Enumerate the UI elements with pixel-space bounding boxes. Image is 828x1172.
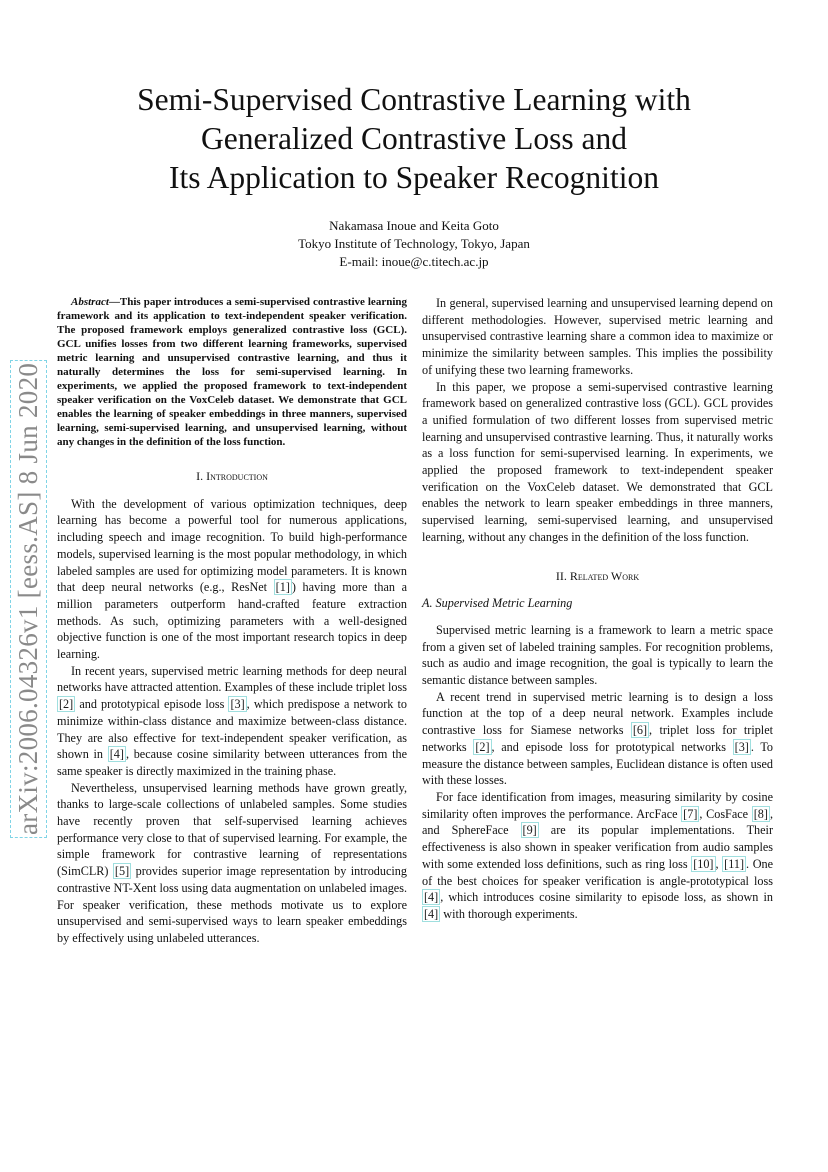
section-number: I. <box>196 469 204 483</box>
citation-link[interactable]: [3] <box>230 697 245 712</box>
email: E-mail: inoue@c.titech.ac.jp <box>339 254 489 269</box>
citation-link[interactable]: [10] <box>693 856 714 871</box>
citation-link[interactable]: [6] <box>632 723 648 738</box>
paper-title <box>60 80 768 197</box>
text-run: For face identification from images, measuring similarity by cosine similarity often improves the performance. ArcFace <box>422 789 773 821</box>
author-block <box>0 217 828 271</box>
related-paragraph <box>422 689 773 789</box>
title-line: Semi-Supervised Contrastive Learning with <box>137 82 691 117</box>
text-run: . To measure the distance between samples, Euclidean distance is often used with these losses. <box>422 739 774 788</box>
text-run: A recent trend in supervised metric learning is to design a loss function at the top of a deep neural network. Examples include contrastive loss for Siamese networks <box>422 689 773 738</box>
citation-link[interactable]: [1] <box>275 580 290 595</box>
abstract <box>57 295 407 449</box>
text-run: and prototypical episode loss <box>75 697 229 712</box>
right-column <box>422 295 773 923</box>
text-run: are its popular implementations. Their effectiveness is also shown in speaker verification from audio samples with some extended loss definitions, such as ring loss <box>422 823 774 871</box>
section-title: Introduction <box>206 469 268 483</box>
text-run: . One of the best choices for speaker verification is angle-prototypical loss <box>422 856 774 888</box>
citation-link[interactable]: [4] <box>424 890 439 905</box>
citation-link[interactable]: [3] <box>734 739 749 754</box>
citation-link[interactable]: [4] <box>109 747 124 762</box>
text-run: , which predispose a network to minimize within-class distance and maximize between-class distance. They are also effective for text-independent speaker verification, as shown in <box>57 697 407 762</box>
title-line: Generalized Contrastive Loss and <box>201 121 627 156</box>
citation-link[interactable]: [7] <box>683 806 698 821</box>
author-names: Nakamasa Inoue and Keita Goto <box>329 218 499 233</box>
related-paragraph: Supervised metric learning is a framework to learn a metric space from a given set of labeled training samples. For recognition problems, such as audio and image recognition, the goal is typically to learn the semantic distance between samples. <box>422 622 773 688</box>
text-run: , triplet loss for triplet networks <box>422 723 773 754</box>
text-run: , because cosine similarity between utterances from the same speaker is directly maximized in the training phase. <box>57 747 407 778</box>
intro-paragraph: In general, supervised learning and unsupervised learning depend on different methodologies. However, supervised metric learning and unsupervised contrastive learning share a common idea to maximize or minimize the similarity between samples. This implies the possibility of unifying these two learning frameworks. <box>422 296 773 377</box>
left-column <box>57 295 407 947</box>
text-run: , <box>715 856 723 871</box>
intro-paragraph <box>57 780 407 947</box>
citation-link[interactable]: [8] <box>753 806 768 821</box>
affiliation: Tokyo Institute of Technology, Tokyo, Japan <box>298 236 530 251</box>
text-run: provides superior image representation by introducing contrastive NT-Xent loss using data augmentation on unlabeled images. For speaker verification, these methods motivate us to explore unsupervised and semi-supervised ways to learn speaker embeddings by effectively using unlabeled utterances. <box>57 864 407 945</box>
citation-link[interactable]: [2] <box>59 697 74 712</box>
text-run: , which introduces cosine similarity to episode loss, as shown in <box>440 890 773 905</box>
related-paragraph <box>422 789 773 923</box>
text-run: Nevertheless, unsupervised learning methods have grown greatly, thanks to large-scale collections of unlabeled samples. Some studies have recently proven that self-supervised learning achieves performance very close to that of supervised learning. For example, the simple framework for contrastive learning of representations (SimCLR) <box>57 780 407 879</box>
abstract-lead: Abstract <box>71 296 109 308</box>
citation-link[interactable]: [4] <box>424 906 439 921</box>
text-run: , and episode loss for prototypical networks <box>491 739 733 754</box>
subsection-heading: A. Supervised Metric Learning <box>422 596 573 611</box>
citation-link[interactable]: [11] <box>724 856 745 871</box>
text-run: With the development of various optimization techniques, deep learning has become a powerful tool for numerous applications, including speech and image recognition. To build high-performance models, supervised learning is the most popular methodology, in which labeled samples are used for optimizing model parameters. It is known that deep neural networks (e.g., ResNet <box>57 496 407 595</box>
text-run: , CosFace <box>699 806 752 821</box>
abstract-text: —This paper introduces a semi-supervised contrastive learning framework and its application to text-independent speaker verification. The proposed framework employs generalized contrastive loss (GCL). GCL unifies losses from two different learning frameworks, supervised metric learning and unsupervised contrastive learning, and thus it naturally determines the loss for semi-supervised learning. In experiments, we applied the proposed framework to text-independent speaker verification on the VoxCeleb dataset. We demonstrate that GCL enables the learning of speaker embeddings in three manners, supervised learning, semi-supervised learning, and unsupervised learning, without any changes in the definition of the loss function. <box>57 296 407 448</box>
citation-link[interactable]: [2] <box>475 739 490 754</box>
intro-paragraph <box>57 496 407 663</box>
text-run: with thorough experiments. <box>440 906 578 921</box>
title-line: Its Application to Speaker Recognition <box>169 160 659 195</box>
text-run: In recent years, supervised metric learning methods for deep neural networks have attracted attention. Examples of these include triplet loss <box>57 663 407 695</box>
citation-link[interactable]: [5] <box>114 864 130 879</box>
text-run: , and SphereFace <box>422 806 773 838</box>
section-heading-introduction <box>57 468 407 485</box>
section-number: II. <box>555 568 567 583</box>
section-title: Related Work <box>569 568 640 583</box>
arxiv-watermark: arXiv:2006.04326v1 [eess.AS] 8 Jun 2020 <box>13 362 43 835</box>
citation-link[interactable]: [9] <box>522 823 537 838</box>
intro-paragraph <box>57 663 407 780</box>
section-heading-related-work <box>422 568 773 585</box>
intro-paragraph: In this paper, we propose a semi-supervised contrastive learning framework based on generalized contrastive loss (GCL). GCL provides a unified formulation of two different losses from supervised metric learning and unsupervised contrastive learning. Thus, it naturally works as a loss function for semi-supervised learning. In experiments, we applied the proposed framework to text-independent speaker verification on the VoxCeleb dataset. We demonstrated that GCL enables the network to learn speaker embeddings in three manners, supervised learning, semi-supervised learning, and unsupervised learning, without any changes in the definition of the loss function. <box>422 379 773 544</box>
text-run: ) having more than a million parameters outperform hand-crafted feature extraction methods. As such, optimizing parameters with a well-designed objective function is one of the most important research topics in deep learning. <box>57 580 407 662</box>
